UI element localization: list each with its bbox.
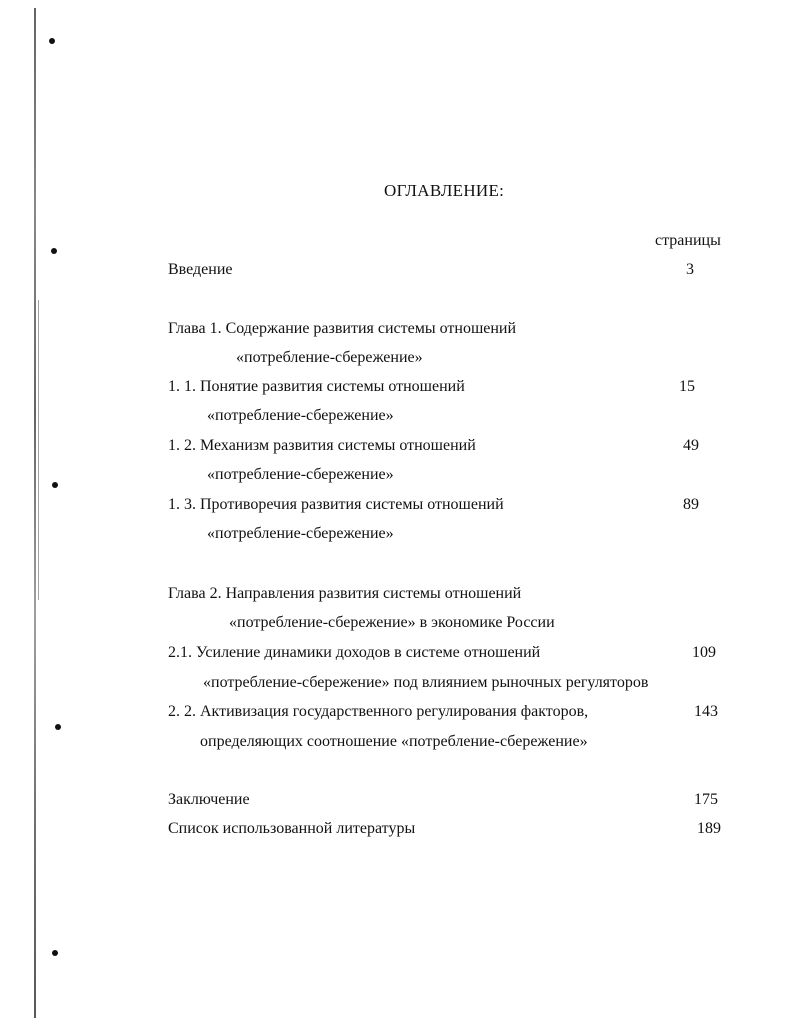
toc-page-2-2: 143: [694, 703, 718, 720]
toc-section-1-3-line1: 1. 3. Противоречия развития системы отношений: [168, 496, 504, 513]
toc-chapter-1-line2: «потребление-сбережение»: [236, 349, 423, 366]
scan-border-line: [34, 8, 36, 1018]
binding-hole-mark: [49, 38, 55, 44]
toc-entry-literature: Список использованной литературы: [168, 820, 416, 837]
toc-section-2-2-line1: 2. 2. Активизация государственного регулирования факторов,: [168, 703, 589, 720]
binding-hole-mark: [55, 724, 61, 730]
binding-hole-mark: [52, 950, 58, 956]
toc-section-1-3-line2: «потребление-сбережение»: [207, 525, 394, 542]
binding-hole-mark: [52, 482, 58, 488]
toc-page-intro: 3: [686, 261, 694, 278]
toc-chapter-2-line2: «потребление-сбережение» в экономике России: [229, 614, 555, 631]
toc-chapter-2-line1: Глава 2. Направления развития системы отношений: [168, 585, 522, 602]
toc-section-2-1-line1: 2.1. Усиление динамики доходов в системе отношений: [168, 644, 541, 661]
toc-entry-conclusion: Заключение: [168, 791, 250, 808]
toc-page-1-3: 89: [683, 496, 699, 513]
toc-section-2-2-line2: определяющих соотношение «потребление-сбережение»: [200, 733, 588, 750]
toc-page-literature: 189: [697, 820, 721, 837]
toc-section-2-1-line2: «потребление-сбережение» под влиянием рыночных регуляторов: [203, 674, 649, 691]
toc-page-1-1: 15: [679, 378, 695, 395]
toc-section-1-2-line1: 1. 2. Механизм развития системы отношений: [168, 437, 476, 454]
scan-border-line-secondary: [38, 300, 39, 600]
pages-column-label: страницы: [655, 232, 721, 249]
toc-section-1-1-line2: «потребление-сбережение»: [207, 407, 394, 424]
toc-chapter-1-line1: Глава 1. Содержание развития системы отношений: [168, 320, 517, 337]
toc-section-1-2-line2: «потребление-сбережение»: [207, 466, 394, 483]
toc-page-1-2: 49: [683, 437, 699, 454]
binding-hole-mark: [51, 248, 57, 254]
toc-heading: ОГЛАВЛЕНИЕ:: [384, 181, 505, 200]
toc-section-1-1-line1: 1. 1. Понятие развития системы отношений: [168, 378, 465, 395]
toc-page-2-1: 109: [692, 644, 716, 661]
toc-page-conclusion: 175: [694, 791, 718, 808]
toc-entry-intro: Введение: [168, 261, 233, 278]
